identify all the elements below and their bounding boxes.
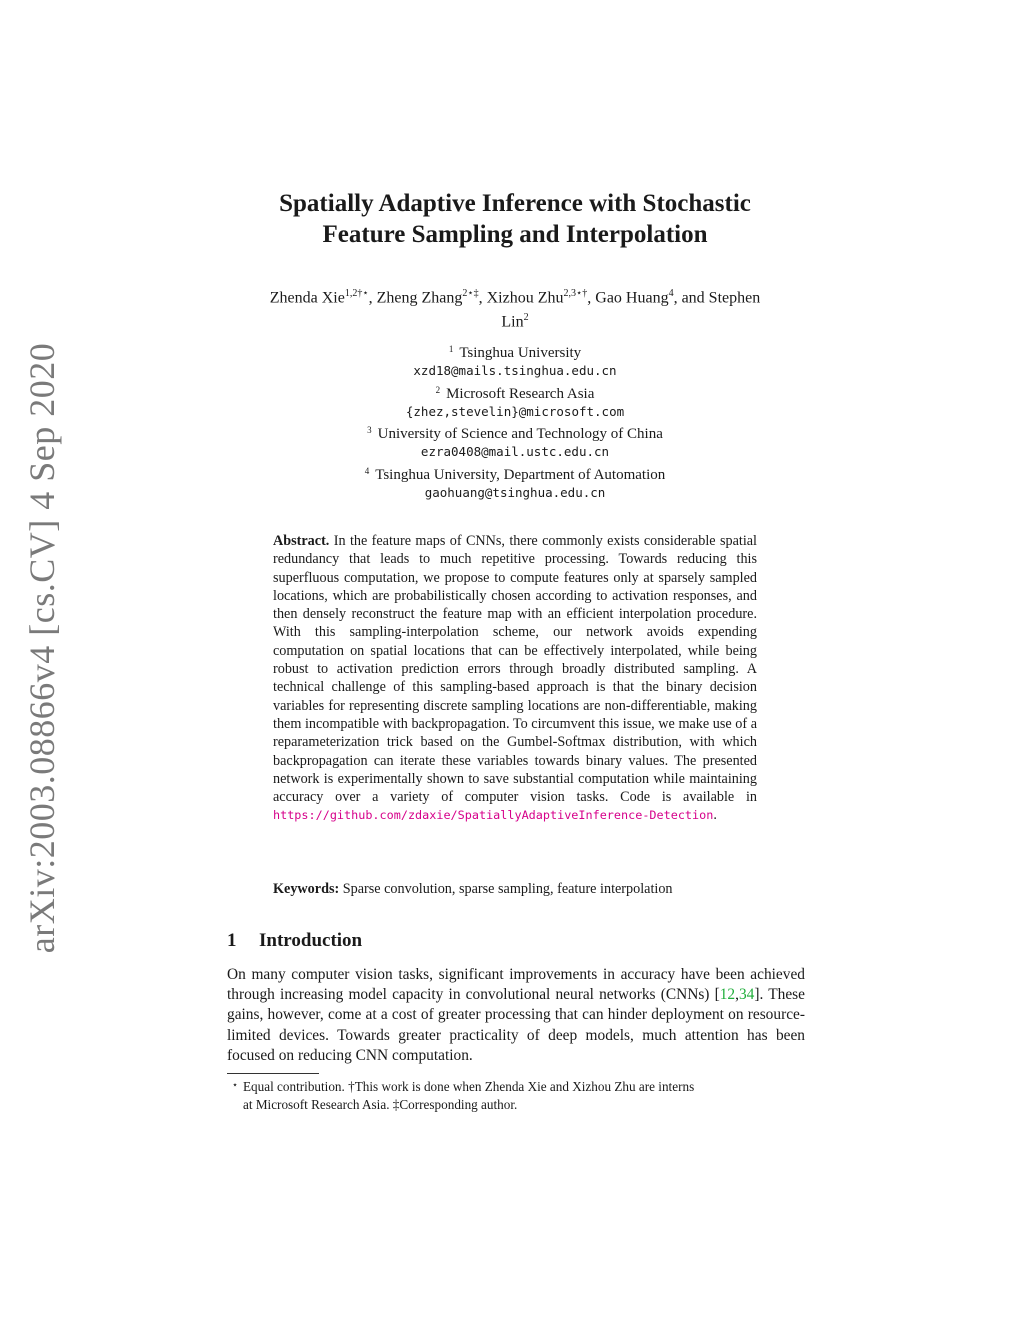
citation-separator: ,: [735, 986, 739, 1004]
author-2-sup: 2⋆‡: [462, 288, 479, 299]
affiliations: [250, 340, 780, 502]
citation-link[interactable]: 12: [719, 986, 736, 1004]
arxiv-stamp: [20, 342, 64, 953]
footnote-rule: [227, 1073, 319, 1074]
affiliation-2-name: Microsoft Research Asia: [446, 385, 595, 402]
author-4-sup: 4: [668, 288, 674, 299]
author-5-post: Lin: [501, 313, 524, 331]
affiliation-1-email: xzd18@mails.tsinghua.edu.cn: [413, 363, 617, 379]
footnote-text-1: Equal contribution. †This work is done when Zhenda Xie and Xizhou Zhu are interns: [243, 1079, 695, 1094]
author-1: Zhenda Xie: [269, 289, 345, 307]
author-list: Zhenda Xie$^{1,2\dagger⋆}$, Zheng Zhang$^{2⋆\ddagger}$, Xizhou Zhu$^{2,3⋆\dagger}$, Gao Huang$^4$, and Stephen Lin$^2$: [269, 288, 761, 331]
section-number: 1: [227, 930, 237, 951]
abstract-text: In the feature maps of CNNs, there commonly exists considerable spatial redundancy that leads to much repetitive processing. Towards reducing this superfluous computation, we propose to compute features only at sparsely sampled locations, which are probabilistically chosen according to activation responses, and then densely reconstruct the feature map with an efficient interpolation procedure. With this sampling-interpolation scheme, our network avoids expending computation on spatial locations that can be effectively interpolated, while being robust to activation prediction errors through broadly distributed sampling. A technical challenge of this sampling-based approach is that the binary decision variables for representing discrete sampling locations are non-differentiable, making them incompatible with backpropagation. To circumvent this issue, we make use of a reparameterization trick based on the Gumbel-Softmax distribution, with which backpropagation can iterate these variables towards binary values. The presented network is experimentally shown to save substantial computation while maintaining accuracy over a variety of computer vision tasks. Code is available in: [273, 533, 757, 806]
author-5-pre: and Stephen: [681, 289, 761, 307]
affiliation-4-num: 4: [364, 465, 370, 476]
affiliation-1: [250, 340, 780, 362]
paper-title: [180, 188, 850, 250]
affiliation-3-name: University of Science and Technology of China: [377, 426, 663, 443]
author-1-sup: 1,2†⋆: [344, 288, 369, 299]
intro-text-1: On many computer vision tasks, significant improvements in accuracy have been achieved through increasing model capacity in convolutional neural networks (CNNs) [: [227, 966, 805, 1004]
author-2: Zheng Zhang: [376, 289, 463, 307]
intro-paragraph: [227, 965, 805, 1066]
affiliation-3-num: 3: [367, 425, 372, 436]
author-3: Xizhou Zhu: [486, 289, 564, 307]
footnote-line-1: [227, 1077, 805, 1096]
abstract-label: Abstract.: [273, 533, 330, 549]
section-heading: [227, 930, 362, 952]
affiliation-3: [250, 421, 780, 443]
affiliation-2-email: {zhez,stevelin}@microsoft.com: [405, 403, 625, 419]
intro-text-2: ]. These gains, however, come at a cost of greater processing that can hinder deployment on resource-limited devices. Towards greater practicality of deep models, much attention has been focused on reducing CNN computation.: [227, 986, 805, 1064]
keywords-label: Keywords:: [273, 881, 340, 897]
affiliation-2-num: 2: [435, 384, 441, 395]
abstract-end: .: [713, 807, 717, 824]
section-title: Introduction: [259, 930, 363, 951]
citation-link[interactable]: 34: [738, 986, 755, 1004]
abstract: [273, 532, 757, 825]
title-line-1: Spatially Adaptive Inference with Stochastic: [279, 190, 751, 217]
footnote-symbol: ⋆: [231, 1080, 239, 1091]
author-3-sup: 2,3⋆†: [563, 288, 588, 299]
affiliation-3-email: ezra0408@mail.ustc.edu.cn: [420, 444, 610, 460]
footnote-line-2: at Microsoft Research Asia. ‡Corresponding author.: [243, 1097, 518, 1112]
author-5-sup: 2: [523, 312, 529, 324]
arxiv-stamp-text: arXiv:2003.08866v4 [cs.CV] 4 Sep 2020: [22, 342, 63, 953]
code-link[interactable]: https://github.com/zdaxie/SpatiallyAdaptiveInference-Detection: [273, 808, 714, 823]
author-4: Gao Huang: [595, 289, 669, 307]
affiliation-4-name: Tsinghua University, Department of Automation: [375, 466, 666, 483]
affiliation-1-num: 1: [448, 344, 454, 354]
footnote: [227, 1077, 805, 1114]
affiliation-2: [250, 381, 780, 403]
keywords: [273, 880, 773, 898]
affiliation-1-name: Tsinghua University: [459, 345, 582, 361]
title-line-2: Feature Sampling and Interpolation: [322, 221, 708, 248]
affiliation-4: [250, 462, 780, 484]
keywords-text: Sparse convolution, sparse sampling, feature interpolation: [342, 881, 673, 897]
affiliation-4-email: gaohuang@tsinghua.edu.cn: [424, 485, 606, 501]
